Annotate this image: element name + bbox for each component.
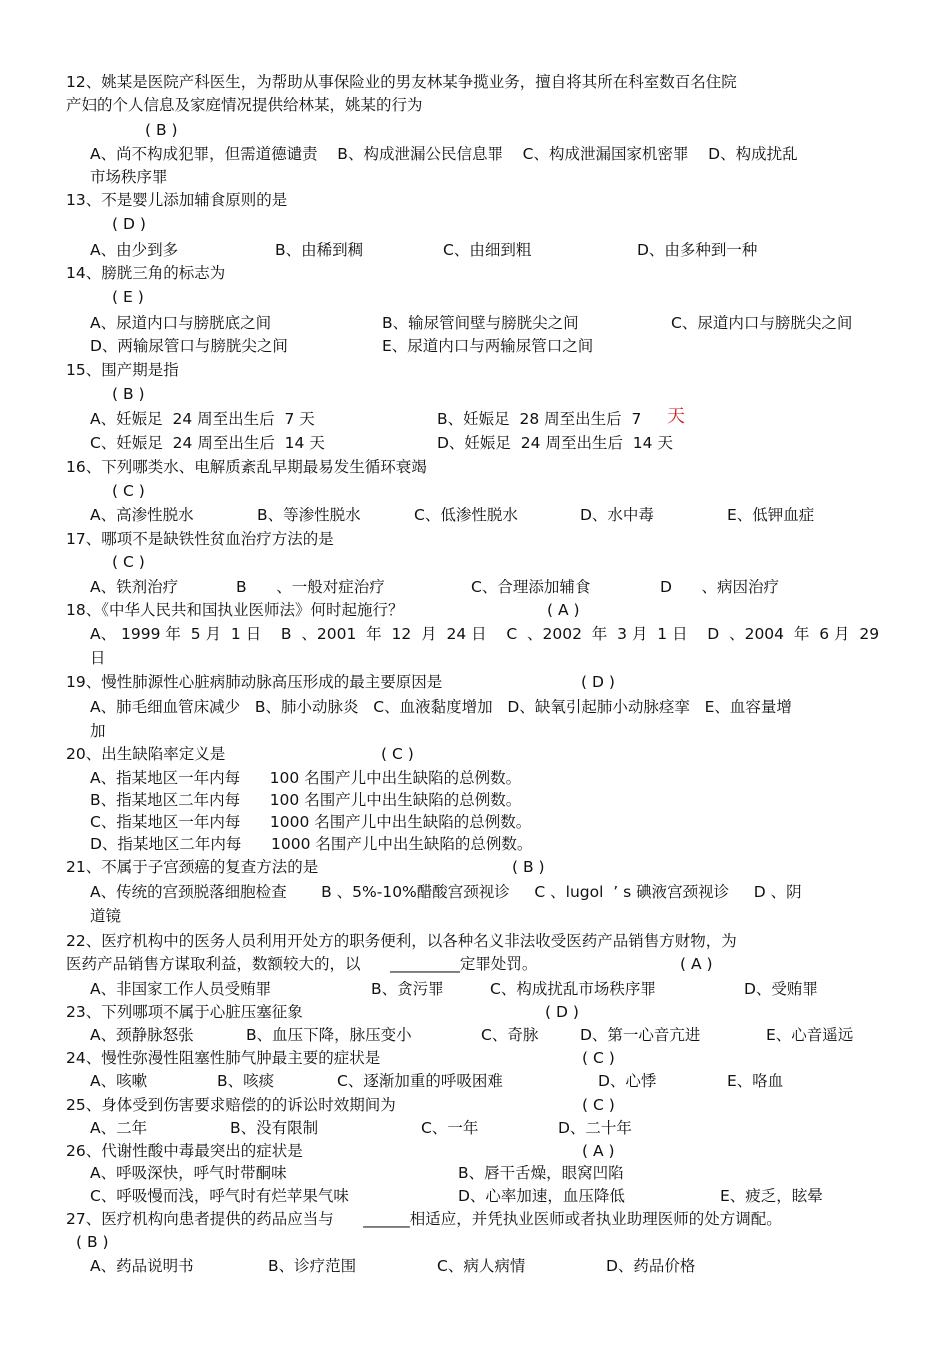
- option-c: C、妊娠足 24 周至出生后 14 天: [90, 434, 325, 452]
- option-d: D、第一心音亢进: [580, 1026, 701, 1044]
- option-b: B、唇干舌燥，眼窝凹陷: [458, 1164, 624, 1182]
- option-c: C、合理添加辅食: [471, 578, 591, 596]
- question-text: 12、姚某是医院产科医生，为帮助从事保险业的男友林某争揽业务，擅自将其所在科室数百名住院: [66, 73, 737, 91]
- question-text: 21、不属于子宫颈癌的复查方法的是: [66, 858, 319, 876]
- answer-mark: ( A ): [582, 1142, 615, 1160]
- answer-mark: ( D ): [112, 215, 146, 233]
- option-a: A、妊娠足 24 周至出生后 7 天: [90, 410, 315, 428]
- option-d: D、两输尿管口与膀胱尖之间: [90, 337, 288, 355]
- option-d: D、药品价格: [606, 1257, 696, 1275]
- question-text: 23、下列哪项不属于心脏压塞征象: [66, 1003, 303, 1021]
- question-text: 18、《中华人民共和国执业医师法》何时起施行？: [66, 601, 404, 619]
- option-d: D、二十年: [558, 1119, 632, 1137]
- answer-mark: ( C ): [582, 1096, 615, 1114]
- question-text: 14、膀胱三角的标志为: [66, 264, 226, 282]
- option-c: C、一年: [421, 1119, 479, 1137]
- option-e: E、咯血: [727, 1072, 784, 1090]
- option-b: B、妊娠足 28 周至出生后 7: [437, 410, 642, 428]
- option-a: A、非国家工作人员受贿罪: [90, 980, 272, 998]
- option-a: A、颈静脉怒张: [90, 1026, 194, 1044]
- option-d: D、心率加速，血压降低: [458, 1187, 625, 1205]
- answer-mark: ( B ): [112, 385, 145, 403]
- option-c: C、病人病情: [437, 1257, 526, 1275]
- answer-mark: ( E ): [112, 288, 144, 306]
- option-e: E、心音遥远: [766, 1026, 854, 1044]
- option-c: C、构成扰乱市场秩序罪: [490, 980, 656, 998]
- option-b: B 、一般对症治疗: [236, 578, 385, 596]
- answer-mark: ( D ): [581, 673, 615, 691]
- option-e: E、低钾血症: [727, 506, 815, 524]
- option-d: D 、病因治疗: [660, 578, 779, 596]
- option-a: A、咳嗽: [90, 1072, 148, 1090]
- question-text: 16、下列哪类水、电解质紊乱早期最易发生循环衰竭: [66, 458, 427, 476]
- option-d: D、妊娠足 24 周至出生后 14 天: [437, 434, 673, 452]
- option-b: B、咳痰: [217, 1072, 275, 1090]
- option-c: C、由细到粗: [443, 241, 532, 259]
- option-a: A、由少到多: [90, 241, 179, 259]
- option-c: C、指某地区一年内每 1000 名围产儿中出生缺陷的总例数。: [90, 813, 532, 831]
- question-text: 20、出生缺陷率定义是: [66, 745, 226, 763]
- answer-mark: ( B ): [76, 1233, 109, 1251]
- answer-mark: ( C ): [381, 745, 414, 763]
- question-text: 17、哪项不是缺铁性贫血治疗方法的是: [66, 530, 334, 548]
- question-text: 15、围产期是指: [66, 361, 179, 379]
- option-b: B、输尿管间壁与膀胱尖之间: [382, 314, 579, 332]
- option-d: D、水中毒: [580, 506, 654, 524]
- question-text: 22、医疗机构中的医务人员利用开处方的职务便利，以各种名义非法收受医药产品销售方财物，为: [66, 932, 737, 950]
- option-line: 市场秩序罪: [90, 168, 168, 186]
- option-b: B、血压下降，脉压变小: [246, 1026, 412, 1044]
- question-text: 24、慢性弥漫性阻塞性肺气肿最主要的症状是: [66, 1049, 381, 1067]
- option-a: A、尿道内口与膀胱底之间: [90, 314, 272, 332]
- option-c: C、呼吸慢而浅，呼气时有烂苹果气味: [90, 1187, 349, 1205]
- question-text: 19、慢性肺源性心脏病肺动脉高压形成的最主要原因是: [66, 673, 443, 691]
- question-text: 医药产品销售方谋取利益，数额较大的，以 _________定罪处罚。: [66, 955, 538, 973]
- option-b: B、没有限制: [230, 1119, 319, 1137]
- answer-mark: ( B ): [512, 858, 545, 876]
- option-e: E、疲乏，眩晕: [720, 1187, 823, 1205]
- question-text: 13、不是婴儿添加辅食原则的是: [66, 191, 288, 209]
- question-text: 25、身体受到伤害要求赔偿的的诉讼时效期间为: [66, 1096, 396, 1114]
- option-line: 道镜: [90, 907, 122, 925]
- question-text: 26、代谢性酸中毒最突出的症状是: [66, 1142, 303, 1160]
- option-a: A、高渗性脱水: [90, 506, 194, 524]
- question-text: 27、医疗机构向患者提供的药品应当与 ______相适应，并凭执业医师或者执业助理医师的处方调配。: [66, 1210, 782, 1228]
- option-b: B、指某地区二年内每 100 名围产儿中出生缺陷的总例数。: [90, 791, 522, 809]
- option-a: A、二年: [90, 1119, 148, 1137]
- option-line: A、肺毛细血管床减少 B、肺小动脉炎 C、血液黏度增加 D、缺氧引起肺小动脉痉挛 E、血容量增: [90, 698, 792, 716]
- option-b: B、由稀到稠: [275, 241, 364, 259]
- answer-mark: ( C ): [582, 1049, 615, 1067]
- option-line: A、 1999 年 5 月 1 日 B 、2001 年 12 月 24 日 C 、2002 年 3 月 1 日 D 、2004 年 6 月 29: [90, 625, 880, 643]
- answer-mark: ( D ): [545, 1003, 579, 1021]
- option-e: E、尿道内口与两输尿管口之间: [382, 337, 594, 355]
- answer-mark: ( B ): [145, 121, 178, 139]
- option-d: D、心悸: [598, 1072, 657, 1090]
- answer-mark: ( A ): [680, 955, 713, 973]
- option-line: 日: [90, 649, 106, 667]
- option-b: B、贪污罪: [371, 980, 444, 998]
- question-text: 产妇的个人信息及家庭情况提供给林某，姚某的行为: [66, 96, 423, 114]
- option-d: D、受贿罪: [744, 980, 818, 998]
- option-d: D、指某地区二年内每 1000 名围产儿中出生缺陷的总例数。: [90, 835, 533, 853]
- option-c: C、低渗性脱水: [414, 506, 518, 524]
- option-c: C、尿道内口与膀胱尖之间: [671, 314, 853, 332]
- option-d: D、由多种到一种: [637, 241, 758, 259]
- option-line: A、尚不构成犯罪，但需道德谴责 B、构成泄漏公民信息罪 C、构成泄漏国家机密罪 D、构成扰乱: [90, 145, 798, 163]
- option-a: A、药品说明书: [90, 1257, 194, 1275]
- option-b: B、诊疗范围: [268, 1257, 357, 1275]
- option-c: C、奇脉: [481, 1026, 539, 1044]
- answer-mark: ( C ): [112, 482, 145, 500]
- option-a: A、铁剂治疗: [90, 578, 179, 596]
- option-line: A、传统的宫颈脱落细胞检查 B 、5%-10%醋酸宫颈视诊 C 、lugol ’ s 碘液宫颈视诊 D 、阴: [90, 883, 802, 901]
- answer-mark: ( A ): [547, 601, 580, 619]
- option-a: A、呼吸深快，呼气时带酮味: [90, 1164, 287, 1182]
- option-line: 加: [90, 722, 106, 740]
- option-a: A、指某地区一年内每 100 名围产儿中出生缺陷的总例数。: [90, 769, 522, 787]
- option-c: C、逐渐加重的呼吸困难: [337, 1072, 503, 1090]
- option-b-unit: 天: [667, 406, 685, 427]
- option-b: B、等渗性脱水: [257, 506, 361, 524]
- answer-mark: ( C ): [112, 553, 145, 571]
